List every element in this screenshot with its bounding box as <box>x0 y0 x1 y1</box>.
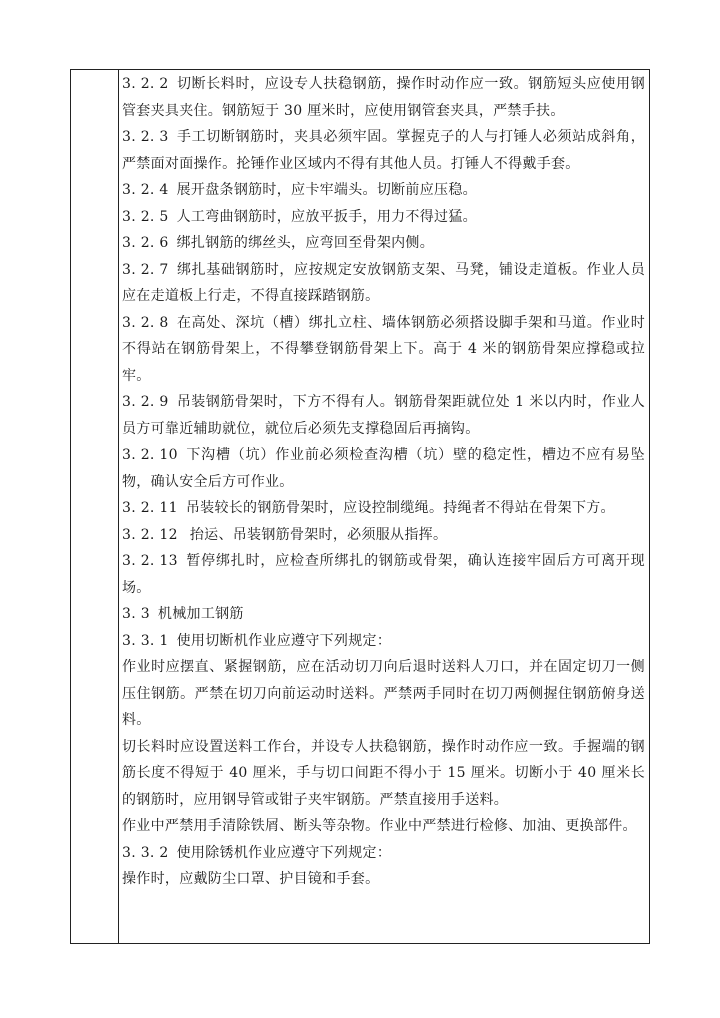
clause-text: 在高处、深坑（槽）绑扎立柱、墙体钢筋必须搭设脚手架和马道。作业时不得站在钢筋骨架上，不得攀登钢筋骨架上下。高于 4 米的钢筋骨架应撑稳或拉牢。 <box>122 314 645 384</box>
clause-paragraph <box>122 257 645 310</box>
clause-number: 3. 2. 11 <box>122 500 178 516</box>
clause-text: 吊装钢筋骨架时，下方不得有人。钢筋骨架距就位处 1 米以内时，作业人员方可靠近辅助就位，就位后必须先支撑稳固后再摘钩。 <box>122 394 645 437</box>
clause-paragraph <box>122 124 645 177</box>
clause-text: 使用切断机作业应遵守下列规定： <box>176 632 392 649</box>
clause-number: 3. 2. 2 <box>122 76 169 92</box>
clause-text: 作业时应摆直、紧握钢筋，应在活动切刀向后退时送料人刀口，并在固定切刀一侧压住钢筋。严禁在切刀向前运动时送料。严禁两手同时在切刀两侧握住钢筋俯身送料。 <box>122 659 645 728</box>
clause-text: 机械加工钢筋 <box>157 606 244 622</box>
table-frame <box>70 69 650 944</box>
clause-number: 3. 2. 7 <box>122 261 169 278</box>
clause-number: 3. 3. 1 <box>122 632 169 649</box>
clause-text: 作业中严禁用手清除铁屑、断头等杂物。作业中严禁进行检修、加油、更换部件。 <box>122 818 637 834</box>
clause-number: 3. 2. 8 <box>122 314 169 331</box>
clause-text: 操作时，应戴防尘口罩、护目镜和手套。 <box>122 871 380 887</box>
clause-number: 3. 3. 2 <box>122 844 169 861</box>
clause-paragraph <box>122 230 645 257</box>
clause-paragraph <box>122 522 645 549</box>
clause-number: 3. 2. 10 <box>122 447 178 463</box>
clause-number: 3. 2. 5 <box>122 208 169 225</box>
left-column-cell <box>71 70 118 943</box>
clause-number: 3. 3 <box>122 606 150 622</box>
clause-paragraph <box>122 442 645 495</box>
clause-paragraph <box>122 204 645 231</box>
clause-paragraph <box>122 177 645 204</box>
clause-number: 3. 2. 12 <box>122 526 178 543</box>
clause-text: 绑扎基础钢筋时，应按规定安放钢筋支架、马凳，铺设走道板。作业人员应在走道板上行走，不得直接踩踏钢筋。 <box>122 261 645 304</box>
clause-text: 下沟槽（坑）作业前必须检查沟槽（坑）壁的稳定性，槽边不应有易坠物，确认安全后方可作业。 <box>122 447 645 490</box>
clause-paragraph <box>122 548 645 601</box>
clause-text: 抬运、吊装钢筋骨架时，必须服从指挥。 <box>189 526 448 543</box>
clause-paragraph <box>122 840 645 867</box>
clause-text: 切长料时应设置送料工作台，并设专人扶稳钢筋，操作时动作应一致。手握端的钢筋长度不得短于 40 厘米，手与切口间距不得小于 15 厘米。切断小于 40 厘米长的钢筋时，应用钢导管或钳子夹牢钢筋。严禁直接用手送料。 <box>122 738 645 808</box>
clause-number: 3. 2. 9 <box>122 394 169 410</box>
clause-number: 3. 2. 6 <box>122 235 169 251</box>
clause-paragraph <box>122 389 645 442</box>
clause-text: 展开盘条钢筋时，应卡牢端头。切断前应压稳。 <box>176 182 477 198</box>
clause-number: 3. 2. 3 <box>122 129 169 145</box>
clause-text: 手工切断钢筋时，夹具必须牢固。掌握克子的人与打锤人必须站成斜角，严禁面对面操作。抡锤作业区域内不得有其他人员。打锤人不得戴手套。 <box>122 129 645 172</box>
clause-body-paragraph <box>122 734 645 814</box>
clause-text: 人工弯曲钢筋时，应放平扳手，用力不得过猛。 <box>176 208 477 225</box>
column-divider <box>118 70 119 943</box>
clause-body-paragraph <box>122 813 645 840</box>
clause-text: 吊装较长的钢筋骨架时，应设控制缆绳。持绳者不得站在骨架下方。 <box>185 500 615 516</box>
clause-paragraph <box>122 71 645 124</box>
clause-paragraph <box>122 601 645 628</box>
clause-number: 3. 2. 4 <box>122 182 169 198</box>
clause-number: 3. 2. 13 <box>122 553 178 569</box>
clause-paragraph <box>122 495 645 522</box>
clause-text: 绑扎钢筋的绑丝头，应弯回至骨架内侧。 <box>176 235 435 251</box>
clause-text: 切断长料时，应设专人扶稳钢筋，操作时动作应一致。钢筋短头应使用钢管套夹具夹住。钢筋短于 30 厘米时，应使用钢管套夹具，严禁手扶。 <box>122 76 645 119</box>
clause-body-paragraph <box>122 866 645 893</box>
clause-text: 暂停绑扎时，应检查所绑扎的钢筋或骨架，确认连接牢固后方可离开现场。 <box>122 553 645 596</box>
clause-text: 使用除锈机作业应遵守下列规定： <box>176 844 392 861</box>
text-cell <box>122 70 645 893</box>
clause-paragraph <box>122 310 645 390</box>
clause-paragraph <box>122 628 645 655</box>
clause-body-paragraph <box>122 654 645 734</box>
